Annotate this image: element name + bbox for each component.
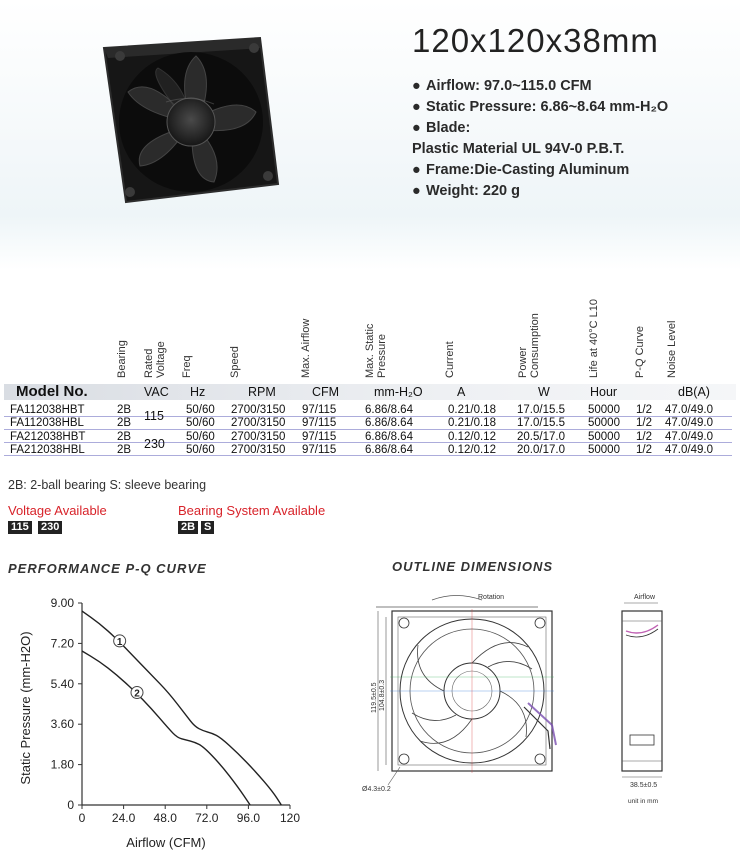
header-life: Life at 40°C L10 <box>588 298 600 378</box>
spec-frame: ● Frame:Die-Casting Aluminum <box>412 162 630 178</box>
spec-blade: ● Blade: <box>412 120 471 136</box>
cell-life: 50000 <box>588 444 620 456</box>
product-title: 120x120x38mm <box>412 22 659 59</box>
series-2-label: 2 <box>134 688 140 700</box>
cell-model: FA112038HBT <box>10 404 85 416</box>
cell-pq: 1/2 <box>636 431 652 443</box>
header-current: Current <box>444 341 456 378</box>
depth-label: 38.5±0.5 <box>630 782 658 789</box>
spec-static-pressure: ● Static Pressure: 6.86~8.64 mm-H₂O <box>412 99 669 115</box>
side-view <box>622 594 662 805</box>
cell-bearing: 2B <box>117 404 132 416</box>
cell-freq: 50/60 <box>186 444 215 456</box>
x-tick-label: 96.0 <box>236 811 261 825</box>
unit-label: unit in mm <box>628 798 658 805</box>
unit-dba: dB(A) <box>678 385 710 399</box>
header-power-consumption: Power Consumption <box>517 313 541 378</box>
cell-rpm: 2700/3150 <box>231 404 286 416</box>
spec-blade-material: Plastic Material UL 94V-0 P.B.T. <box>412 141 625 157</box>
spec-airflow: ● Airflow: 97.0~115.0 CFM <box>412 78 592 94</box>
cell-current: 0.12/0.12 <box>448 444 496 456</box>
y-axis-label: Static Pressure (mm-H2O) <box>18 631 33 785</box>
unit-vac: VAC <box>144 385 169 399</box>
x-tick-label: 48.0 <box>153 811 177 825</box>
y-tick-label: 3.60 <box>50 717 74 732</box>
voltage-group-230: 230 <box>144 437 165 451</box>
cell-current: 0.12/0.12 <box>448 431 496 443</box>
cell-noise: 47.0/49.0 <box>665 417 713 429</box>
y-tick-label: 5.40 <box>50 676 74 691</box>
header-max-static-pressure: Max. Static Pressure <box>364 323 388 378</box>
pq-chart <box>0 585 330 857</box>
header-pq-curve: P-Q Curve <box>634 326 646 378</box>
header-bearing: Bearing <box>116 340 128 378</box>
y-tick-label: 1.80 <box>50 757 74 772</box>
hole-diameter-label: Ø4.3±0.2 <box>362 786 391 793</box>
cell-bearing: 2B <box>117 431 132 443</box>
cell-pressure: 6.86/8.64 <box>365 404 413 416</box>
cell-rpm: 2700/3150 <box>231 417 286 429</box>
y-tick-label: 9.00 <box>50 596 74 610</box>
header-max-airflow: Max. Airflow <box>300 318 312 378</box>
x-tick-label: 0 <box>78 811 86 825</box>
cell-pressure: 6.86/8.64 <box>365 444 413 456</box>
cell-rpm: 2700/3150 <box>231 431 286 443</box>
rotation-label: Rotation <box>478 594 505 601</box>
cell-pq: 1/2 <box>636 404 652 416</box>
cell-model: FA112038HBL <box>10 417 84 429</box>
series-1-label: 1 <box>116 636 123 648</box>
voltage-chip-115: 115 <box>8 521 32 534</box>
cell-pressure: 6.86/8.64 <box>365 431 413 443</box>
header-noise-level: Noise Level <box>666 320 678 378</box>
dim-width-label: 119.5±0.5 <box>371 682 378 713</box>
cell-power: 17.0/15.5 <box>517 417 565 429</box>
cell-life: 50000 <box>588 431 620 443</box>
header-model-no: Model No. <box>16 383 88 400</box>
unit-hz: Hz <box>190 385 206 399</box>
cell-noise: 47.0/49.0 <box>665 431 713 443</box>
cell-pq: 1/2 <box>636 417 652 429</box>
cell-rpm: 2700/3150 <box>231 444 286 456</box>
cell-current: 0.21/0.18 <box>448 404 496 416</box>
airflow-label: Airflow <box>634 594 656 601</box>
bearing-chip-s: S <box>201 521 214 534</box>
header-rated-voltage: Rated Voltage <box>143 341 167 378</box>
cell-current: 0.21/0.18 <box>448 417 496 429</box>
spec-weight: ● Weight: 220 g <box>412 183 520 199</box>
y-tick-label: 7.20 <box>50 636 74 651</box>
header-freq: Freq <box>181 355 193 378</box>
header-speed: Speed <box>229 346 241 378</box>
cell-cfm: 97/115 <box>302 404 337 416</box>
cell-freq: 50/60 <box>186 431 215 443</box>
y-tick-label: 0 <box>67 798 74 812</box>
cell-bearing: 2B <box>117 417 132 429</box>
x-tick-label: 120 <box>279 811 301 825</box>
cell-freq: 50/60 <box>186 417 215 429</box>
unit-mmh2o: mm-H₂O <box>374 385 423 399</box>
spec-list <box>412 76 668 202</box>
cell-power: 20.0/17.0 <box>517 444 565 456</box>
bearing-available-title: Bearing System Available <box>178 503 326 518</box>
cell-cfm: 97/115 <box>302 417 337 429</box>
cell-cfm: 97/115 <box>302 444 337 456</box>
outline-dimensions-title: OUTLINE DIMENSIONS <box>392 559 554 574</box>
front-view <box>362 594 556 793</box>
cell-freq: 50/60 <box>186 404 215 416</box>
cell-power: 17.0/15.5 <box>517 404 565 416</box>
cell-pq: 1/2 <box>636 444 652 456</box>
cell-noise: 47.0/49.0 <box>665 444 713 456</box>
row-divider <box>4 429 732 430</box>
table-header-bar <box>4 384 736 400</box>
bearing-note: 2B: 2-ball bearing S: sleeve bearing <box>8 478 207 492</box>
dim-hole-spacing-label: 104.8±0.3 <box>379 679 386 711</box>
series-1-line <box>82 611 281 805</box>
unit-hour: Hour <box>590 385 618 399</box>
unit-cfm: CFM <box>312 385 340 399</box>
cell-model: FA212038HBL <box>10 444 85 456</box>
cell-power: 20.5/17.0 <box>517 431 565 443</box>
rotation-arrow-icon <box>432 596 482 601</box>
cell-life: 50000 <box>588 417 620 429</box>
voltage-chip-230: 230 <box>38 521 62 534</box>
x-tick-label: 24.0 <box>111 811 136 825</box>
outline-drawing <box>360 585 700 815</box>
fan-photo <box>96 34 282 206</box>
cell-model: FA212038HBT <box>10 431 86 443</box>
unit-a: A <box>457 385 466 399</box>
x-axis-label: Airflow (CFM) <box>126 835 206 850</box>
unit-rpm: RPM <box>248 385 276 399</box>
cell-noise: 47.0/49.0 <box>665 404 713 416</box>
voltage-group-115: 115 <box>144 409 164 423</box>
cell-cfm: 97/115 <box>302 431 337 443</box>
bearing-chip-2b: 2B <box>178 521 198 534</box>
pq-curve-title: PERFORMANCE P-Q CURVE <box>8 561 207 576</box>
series-2-line <box>82 651 250 805</box>
cell-bearing: 2B <box>117 444 132 456</box>
cell-pressure: 6.86/8.64 <box>365 417 413 429</box>
unit-w: W <box>538 385 550 399</box>
cell-life: 50000 <box>588 404 620 416</box>
x-tick-label: 72.0 <box>195 811 219 825</box>
voltage-available-title: Voltage Available <box>8 503 107 518</box>
